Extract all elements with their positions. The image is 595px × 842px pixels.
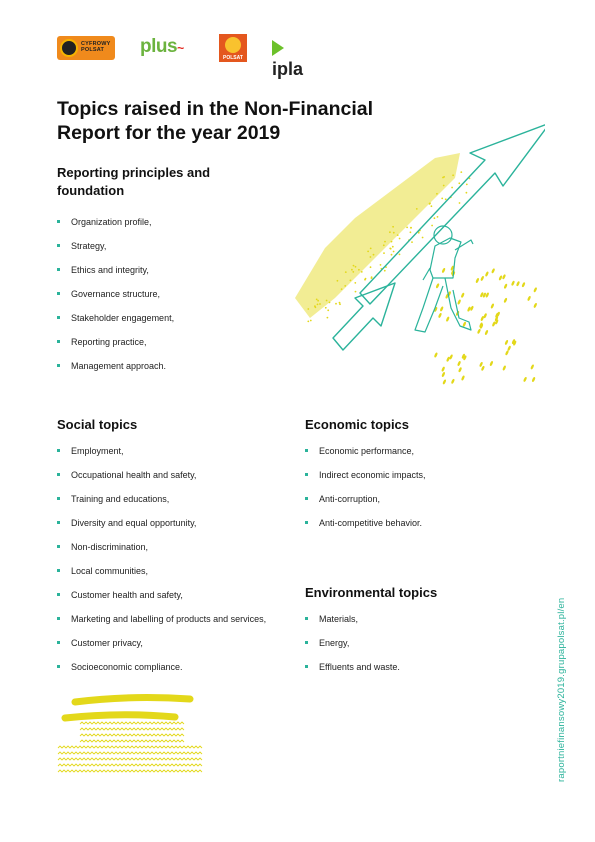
yellow-speck — [339, 303, 341, 305]
yellow-dot — [505, 350, 509, 356]
growth-arrow-illustration — [285, 118, 545, 390]
yellow-speck — [410, 231, 412, 233]
yellow-speck — [392, 246, 394, 248]
yellow-dot — [504, 340, 508, 346]
list-item: Energy, — [305, 637, 535, 661]
yellow-dot — [457, 299, 461, 305]
list-item: Non-discrimination, — [57, 541, 302, 565]
yellow-speck — [443, 176, 445, 178]
list-item: Customer privacy, — [57, 637, 302, 661]
yellow-dot — [449, 354, 453, 360]
list-item: Indirect economic impacts, — [305, 469, 535, 493]
yellow-speck — [389, 248, 391, 250]
yellow-speck — [327, 317, 329, 319]
yellow-speck — [307, 308, 309, 310]
yellow-speck — [373, 254, 375, 256]
list-item: Local communities, — [57, 565, 302, 589]
yellow-dot — [477, 328, 481, 334]
yellow-dot — [440, 306, 444, 312]
ipla-logo — [272, 38, 303, 80]
yellow-speck — [353, 265, 355, 267]
yellow-speck — [431, 205, 433, 207]
yellow-speck — [352, 271, 354, 273]
yellow-speck — [383, 252, 385, 254]
zigzag-line — [80, 740, 184, 742]
small-arrow — [333, 283, 395, 350]
social-heading: Social topics — [57, 417, 138, 432]
yellow-speck — [384, 241, 386, 243]
environmental-list — [305, 613, 535, 685]
list-item: Stakeholder engagement, — [57, 312, 287, 336]
yellow-speck — [367, 251, 369, 253]
yellow-speck — [437, 216, 439, 218]
list-item: Anti-corruption, — [305, 493, 535, 517]
yellow-dot — [491, 268, 495, 274]
list-item: Organization profile, — [57, 216, 287, 240]
yellow-dot — [451, 378, 455, 384]
yellow-speck — [429, 202, 431, 204]
reporting-heading: Reporting principles and foundation — [57, 165, 211, 198]
yellow-speck — [361, 271, 363, 273]
yellow-speck — [452, 174, 454, 176]
yellow-dot — [446, 356, 450, 362]
yellow-speck — [441, 198, 443, 200]
yellow-speck — [339, 302, 341, 304]
yellow-speck — [391, 241, 393, 243]
cyfrowy-polsat-logo — [57, 36, 115, 60]
list-item: Management approach. — [57, 360, 287, 384]
social-list — [57, 445, 302, 685]
list-item: Ethics and integrity, — [57, 264, 287, 288]
reporting-list — [57, 216, 287, 384]
yellow-dot — [461, 292, 465, 298]
list-item: Materials, — [305, 613, 535, 637]
yellow-speck — [451, 187, 453, 189]
yellow-speck — [443, 185, 445, 187]
yellow-speck — [445, 198, 447, 200]
yellow-speck — [436, 193, 438, 195]
yellow-speck — [411, 241, 413, 243]
yellow-speck — [410, 227, 412, 229]
polsat-logo-text: POLSAT — [223, 55, 243, 61]
yellow-dot — [441, 372, 445, 378]
list-item: Customer health and safety, — [57, 589, 302, 613]
yellow-dot — [533, 287, 537, 293]
globe-icon — [60, 39, 78, 57]
yellow-dot — [480, 276, 484, 282]
ipla-logo-text: ipla — [272, 59, 304, 79]
yellow-speck — [393, 251, 395, 253]
yellow-dot — [484, 330, 488, 336]
yellow-speck — [466, 184, 468, 186]
yellow-dot — [490, 303, 494, 309]
yellow-speck — [431, 225, 433, 227]
yellow-dot — [434, 352, 438, 358]
list-item: Strategy, — [57, 240, 287, 264]
zigzag-line — [58, 758, 202, 760]
polsat-logo — [219, 34, 247, 62]
yellow-dot — [475, 278, 479, 284]
yellow-dot — [521, 282, 525, 288]
yellow-dot — [502, 365, 506, 371]
environmental-heading: Environmental topics — [305, 585, 438, 600]
page-title: Topics raised in the Non-Financial Report for the year 2019 — [57, 98, 374, 144]
yellow-speck — [354, 282, 356, 284]
yellow-dot — [503, 283, 507, 289]
zigzag-line — [80, 722, 184, 724]
yellow-speck — [326, 300, 328, 302]
yellow-speck — [319, 303, 321, 305]
yellow-speck — [355, 266, 357, 268]
yellow-speck — [341, 288, 343, 290]
yellow-dot — [523, 377, 527, 383]
sun-icon — [225, 37, 241, 53]
yellow-dot — [530, 364, 534, 370]
yellow-scribble-marks — [50, 690, 210, 785]
yellow-dot — [457, 361, 461, 367]
yellow-speck — [380, 264, 382, 266]
yellow-dot — [441, 268, 445, 274]
yellow-speck — [351, 269, 353, 271]
yellow-speck — [335, 303, 337, 305]
yellow-dot — [485, 271, 489, 277]
zigzag-line — [58, 770, 202, 772]
yellow-dot — [531, 377, 535, 383]
yellow-speck — [345, 271, 347, 273]
yellow-speck — [370, 256, 372, 258]
list-item: Occupational health and safety, — [57, 469, 302, 493]
yellow-dot — [507, 345, 511, 351]
yellow-dot — [441, 366, 445, 372]
yellow-speck — [329, 302, 331, 304]
yellow-dot — [502, 274, 506, 280]
yellow-dot — [516, 281, 520, 287]
yellow-dot — [511, 280, 515, 286]
yellow-dot — [481, 365, 485, 371]
yellow-dot — [458, 367, 462, 373]
list-item: Economic performance, — [305, 445, 535, 469]
zigzag-line — [80, 728, 184, 730]
yellow-speck — [399, 254, 401, 256]
yellow-speck — [434, 217, 436, 219]
plus-logo — [140, 36, 184, 58]
yellow-speck — [316, 299, 318, 301]
yellow-dot — [479, 362, 483, 368]
yellow-speck — [358, 269, 360, 271]
yellow-speck — [350, 280, 352, 282]
play-icon — [272, 40, 284, 56]
walking-figure-icon — [415, 226, 473, 332]
yellow-speck — [355, 291, 357, 293]
plus-logo-text: plus — [140, 36, 178, 57]
yellow-speck — [325, 307, 327, 309]
zigzag-line — [80, 734, 184, 736]
yellow-speck — [344, 285, 346, 287]
yellow-speck — [459, 202, 461, 204]
list-item: Socioeconomic compliance. — [57, 661, 302, 685]
yellow-dot — [435, 283, 439, 289]
yellow-speck — [364, 279, 366, 281]
zigzag-line — [58, 752, 202, 754]
list-item: Effluents and waste. — [305, 661, 535, 685]
report-url[interactable]: raportniefinansowy2019.grupapolsat.pl/en — [556, 597, 567, 782]
yellow-dot — [442, 379, 446, 385]
yellow-speck — [383, 244, 385, 246]
yellow-speck — [399, 238, 401, 240]
list-item: Anti-competitive behavior. — [305, 517, 535, 541]
yellow-dot — [533, 303, 537, 309]
yellow-dot — [503, 297, 507, 303]
yellow-speck — [370, 248, 372, 250]
zigzag-line — [58, 764, 202, 766]
yellow-speck — [460, 171, 462, 173]
yellow-speck — [392, 226, 394, 228]
yellow-speck — [393, 232, 395, 234]
yellow-speck — [418, 232, 420, 234]
zigzag-line — [58, 746, 202, 748]
yellow-speck — [466, 192, 468, 194]
yellow-dot — [461, 375, 465, 381]
cyfrowy-logo-text: CYFROWY POLSAT — [81, 41, 111, 53]
yellow-speck — [458, 182, 460, 184]
yellow-dot — [462, 321, 466, 327]
economic-heading: Economic topics — [305, 417, 410, 432]
yellow-speck — [422, 237, 424, 239]
yellow-speck — [406, 227, 408, 229]
yellow-speck — [337, 280, 339, 282]
yellow-dot — [498, 275, 502, 281]
yellow-speck — [327, 309, 329, 311]
yellow-speck — [317, 304, 319, 306]
yellow-speck — [416, 208, 418, 210]
plus-swoosh-icon: ~ — [177, 41, 184, 55]
yellow-dot — [438, 313, 442, 319]
list-item: Diversity and equal opportunity, — [57, 517, 302, 541]
yellow-speck — [370, 266, 372, 268]
yellow-speck — [307, 321, 309, 323]
yellow-dot — [489, 361, 493, 367]
yellow-speck — [310, 320, 312, 322]
yellow-speck — [371, 277, 373, 279]
list-item: Employment, — [57, 445, 302, 469]
yellow-speck — [314, 305, 316, 307]
yellow-speck — [397, 234, 399, 236]
yellow-dot — [446, 316, 450, 322]
yellow-speck — [384, 270, 386, 272]
yellow-dot — [527, 296, 531, 302]
yellow-speck — [391, 254, 393, 256]
economic-list — [305, 445, 535, 541]
yellow-speck — [317, 300, 319, 302]
list-item: Marketing and labelling of products and services, — [57, 613, 302, 637]
list-item: Training and educations, — [57, 493, 302, 517]
list-item: Governance structure, — [57, 288, 287, 312]
yellow-speck — [389, 231, 391, 233]
list-item: Reporting practice, — [57, 336, 287, 360]
yellow-dot — [485, 292, 489, 298]
